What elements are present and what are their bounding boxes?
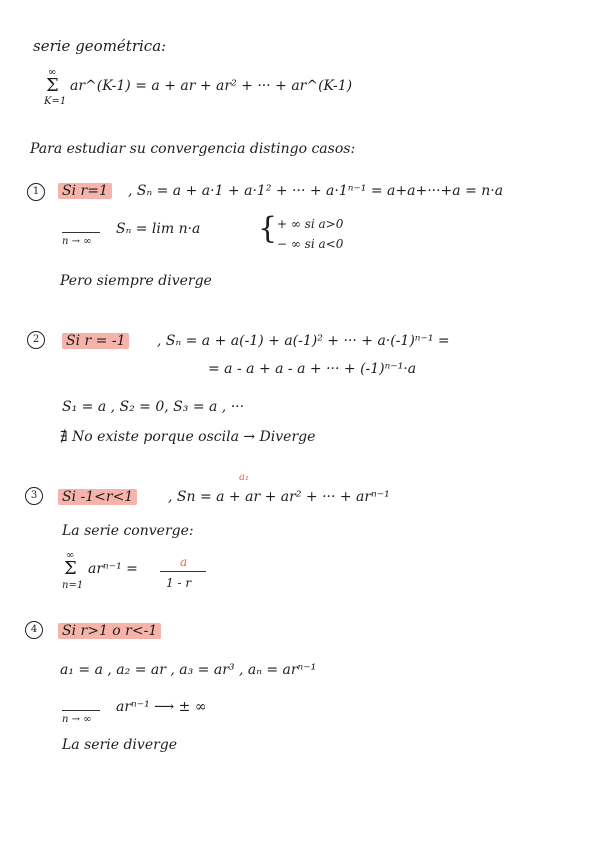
case-2-condition <box>62 332 129 350</box>
case-4-terms: a₁ = a , a₂ = ar , a₃ = ar³ , aₙ = arⁿ⁻¹ <box>60 662 317 678</box>
series-lower: K=1 <box>44 96 67 107</box>
case-3-denominator: 1 - r <box>166 576 192 590</box>
case-2-number: 2 <box>27 331 45 349</box>
series-upper: ∞ <box>48 67 57 78</box>
case-2-sum-line2: = a - a + a - a + ··· + (-1)ⁿ⁻¹·a <box>208 361 417 377</box>
case-2-condition-text: Si r = -1 <box>62 333 129 349</box>
case-4-lim-bar <box>62 710 100 711</box>
case-3-number: 3 <box>25 487 43 505</box>
case-1-brace: { <box>258 211 278 246</box>
case-1-sum: , Sₙ = a + a·1 + a·1² + ··· + a·1ⁿ⁻¹ = a+a+···+a = n·a <box>128 183 504 199</box>
case-3-series-upper: ∞ <box>66 550 75 561</box>
case-1-number: 1 <box>27 183 45 201</box>
case-1-lim-bar <box>62 232 100 233</box>
title: serie geométrica: <box>33 37 167 55</box>
case-1-condition <box>58 182 112 200</box>
case-3-numerator: a <box>180 555 188 569</box>
case-3-fraction-bar <box>160 571 206 572</box>
case-4-number: 4 <box>25 621 43 639</box>
sigma-symbol: Σ <box>46 75 59 96</box>
case-4-lim-expr: arⁿ⁻¹ ⟶ ± ∞ <box>116 699 207 715</box>
case-3-statement: La serie converge: <box>62 523 194 539</box>
case-3-series-lower: n=1 <box>62 580 84 591</box>
case-3-series-term: arⁿ⁻¹ = <box>88 561 138 577</box>
case-3-sum: , Sn = a + ar + ar² + ··· + arⁿ⁻¹ <box>168 489 390 505</box>
case-3-annotation: a₁ <box>239 472 249 483</box>
case-3-sigma: Σ <box>64 558 77 579</box>
case-1-lim-under: n → ∞ <box>62 236 92 247</box>
case-2-partials: S₁ = a , S₂ = 0, S₃ = a , ··· <box>62 399 245 415</box>
case-4-conclusion: La serie diverge <box>62 737 178 753</box>
case-1-top-case: + ∞ si a>0 <box>277 217 344 231</box>
case-2-conclusion: ∄ No existe porque oscila → Diverge <box>60 429 316 445</box>
case-1-condition-text: Si r=1 <box>58 183 112 199</box>
series-expression: ar^(K-1) = a + ar + ar² + ··· + ar^(K-1) <box>70 78 353 94</box>
case-4-condition-text: Si r>1 o r<-1 <box>58 623 161 639</box>
case-4-lim-under: n → ∞ <box>62 714 92 725</box>
case-1-conclusion: Pero siempre diverge <box>60 273 212 289</box>
case-1-lim-expr: Sₙ = lim n·a <box>116 221 201 237</box>
case-1-bottom-case: − ∞ si a<0 <box>277 237 344 251</box>
case-2-sum-line1: , Sₙ = a + a(-1) + a(-1)² + ··· + a·(-1)ⁿ⁻¹ = <box>157 333 450 349</box>
case-3-condition-text: Si -1<r<1 <box>58 489 137 505</box>
case-4-condition <box>58 622 161 640</box>
case-3-condition <box>58 488 137 506</box>
intro-text: Para estudiar su convergencia distingo casos: <box>30 141 356 157</box>
